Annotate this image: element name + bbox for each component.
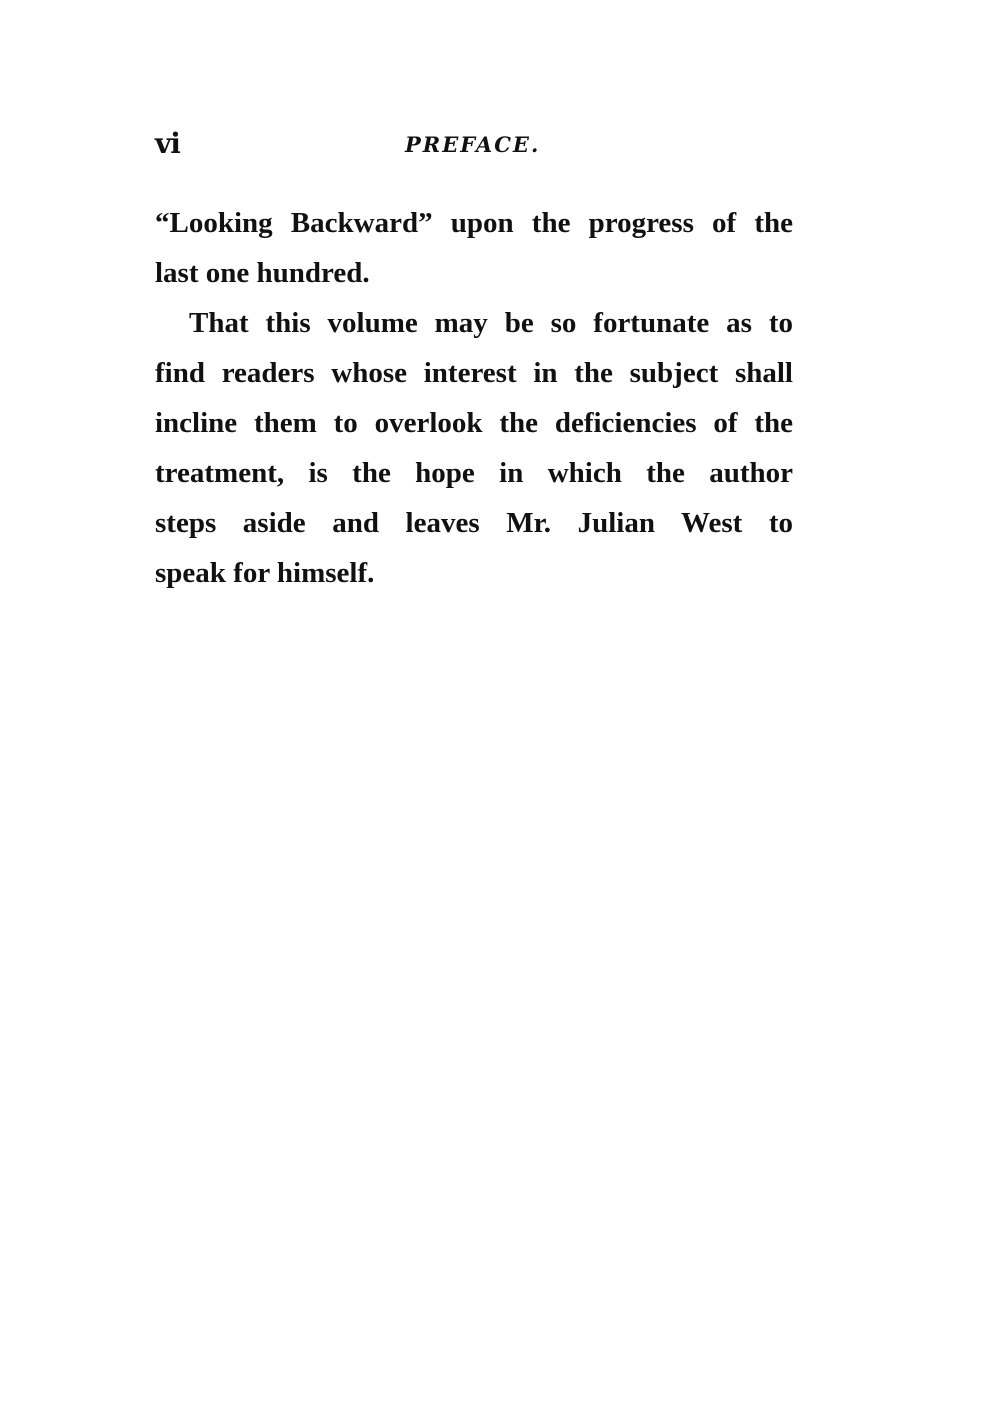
text-line: find readers whose interest in the subject shall [155,357,793,389]
text-line: treatment, is the hope in which the author [155,457,793,489]
body-text [155,198,793,598]
text-line: That this volume may be so fortunate as to [189,307,793,339]
text-line: “Looking Backward” upon the progress of the [155,207,793,239]
paragraph-2 [155,298,793,598]
running-head [155,126,795,166]
running-head-title: PREFACE. [405,132,541,157]
paragraph-1 [155,198,793,298]
text-line: steps aside and leaves Mr. Julian West to [155,507,793,539]
text-line: speak for himself. [155,557,375,589]
text-line: incline them to overlook the deficiencies of the [155,407,793,439]
page-number: vi [155,127,180,160]
text-line: last one hundred. [155,257,370,289]
